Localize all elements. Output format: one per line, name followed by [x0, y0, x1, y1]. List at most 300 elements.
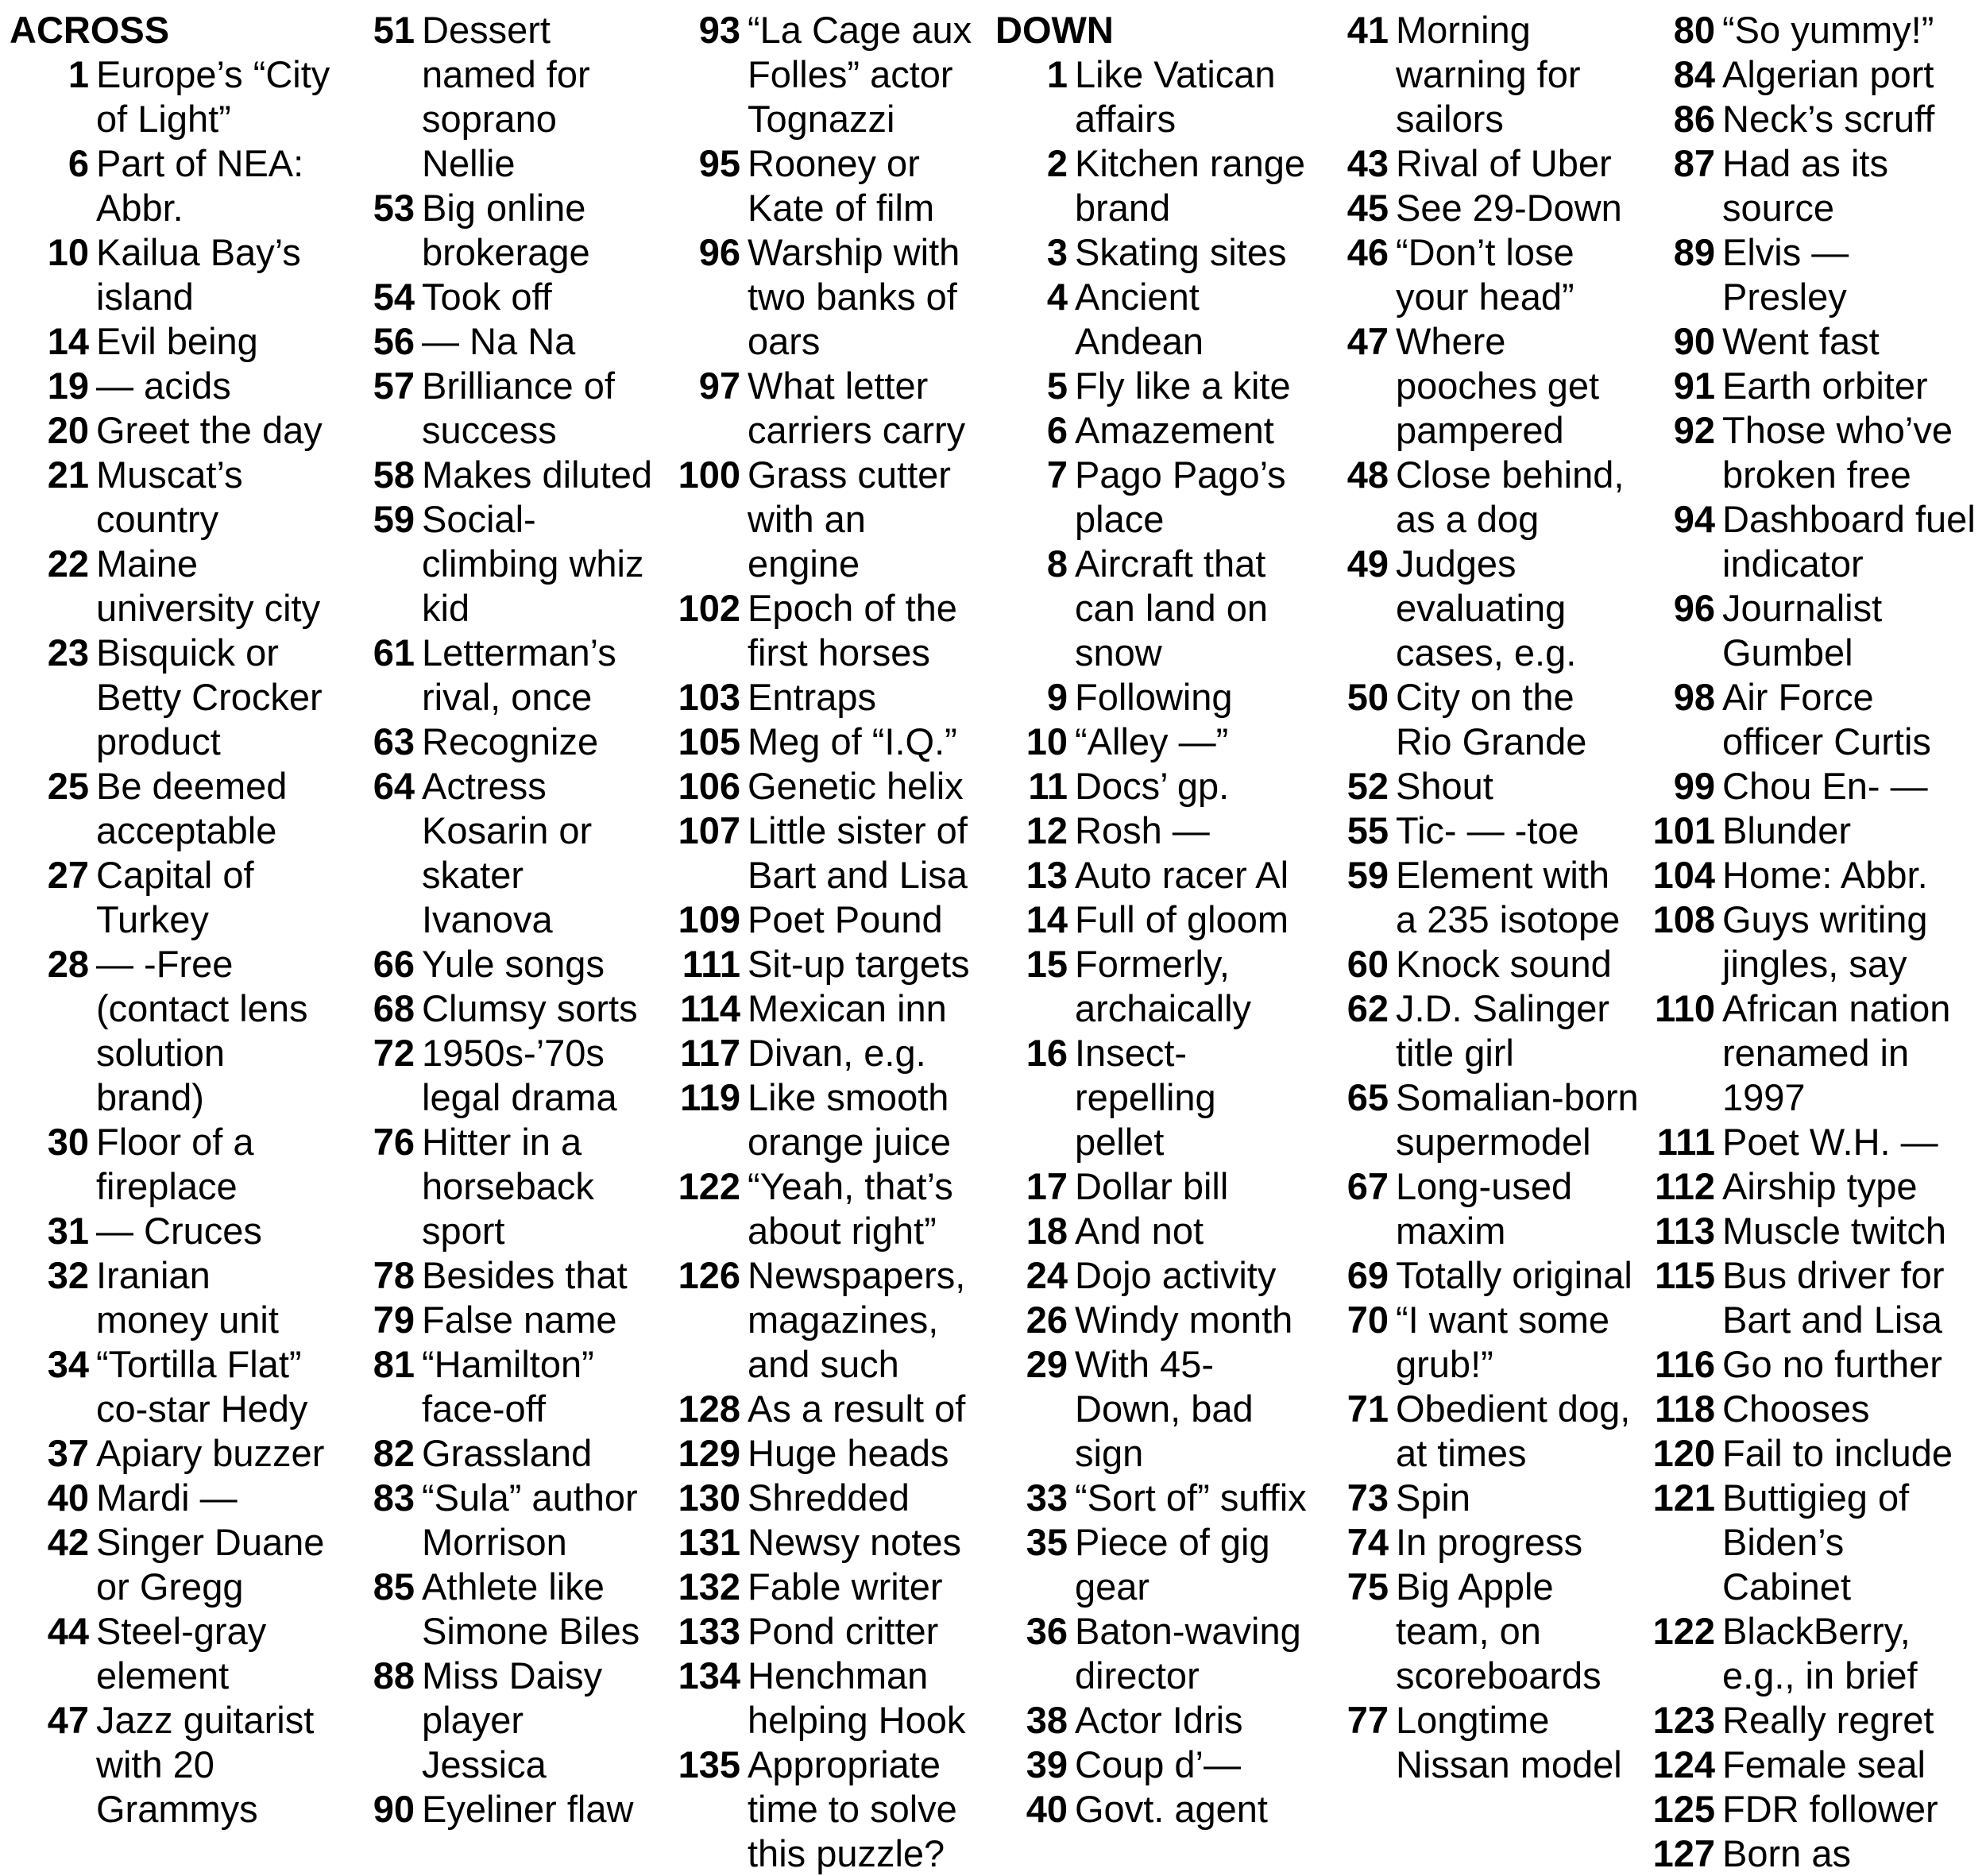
- clue-number: 56: [373, 320, 415, 362]
- clue-item: [666, 942, 987, 986]
- clue-item: [10, 52, 331, 141]
- clue-text: Rival of Uber: [1396, 142, 1612, 184]
- clue-item: [995, 1342, 1313, 1476]
- clue-item: [10, 453, 331, 542]
- clue-item: [995, 230, 1313, 275]
- clue-text: Buttigieg of Biden’s Cabinet: [1722, 1476, 1910, 1608]
- across-heading: ACROSS: [10, 9, 170, 51]
- clue-item: [343, 1253, 658, 1298]
- across-column-3: [666, 8, 987, 1876]
- clue-item: [666, 8, 987, 141]
- clue-item: [995, 542, 1313, 675]
- clue-text: Coup d’—: [1075, 1743, 1241, 1785]
- clue-number: 16: [1026, 1032, 1068, 1074]
- clue-number: 14: [1026, 898, 1068, 940]
- clue-item: [1647, 1342, 1980, 1387]
- clue-item: [1321, 1387, 1639, 1476]
- clue-number: 75: [1347, 1565, 1389, 1608]
- clue-number: 90: [373, 1788, 415, 1830]
- clue-item: [1647, 1743, 1980, 1787]
- clue-text: Pago Pago’s place: [1075, 454, 1286, 540]
- down-column-2: [1321, 8, 1639, 1787]
- clue-text: “Sort of” suffix: [1075, 1476, 1307, 1519]
- clue-item: [666, 141, 987, 230]
- clue-text: Letterman’s rival, once: [422, 631, 616, 718]
- clue-text: Mardi —: [96, 1476, 238, 1519]
- clue-text: “Alley —”: [1075, 720, 1229, 762]
- clue-number: 59: [1347, 854, 1389, 896]
- clue-number: 67: [1347, 1165, 1389, 1207]
- clue-number: 76: [373, 1121, 415, 1163]
- clue-number: 116: [1655, 1343, 1715, 1385]
- clue-number: 9: [1046, 676, 1068, 718]
- clue-item: [1647, 586, 1980, 675]
- clue-number: 2: [1046, 142, 1068, 184]
- clue-item: [10, 1209, 331, 1253]
- clue-text: Those who’ve broken free: [1722, 409, 1953, 496]
- clue-number: 73: [1347, 1476, 1389, 1519]
- clue-item: [1321, 986, 1639, 1075]
- clue-item: [1647, 1609, 1980, 1698]
- clue-text: Floor of a fireplace: [96, 1121, 254, 1207]
- clue-number: 51: [373, 9, 415, 51]
- clue-item: [995, 1253, 1313, 1298]
- clue-number: 89: [1673, 231, 1715, 273]
- clue-text: Full of gloom: [1075, 898, 1289, 940]
- clue-item: [666, 720, 987, 764]
- clue-number: 84: [1673, 53, 1715, 95]
- clue-text: Baton-waving director: [1075, 1610, 1301, 1697]
- clue-item: [10, 631, 331, 764]
- clue-item: [995, 1298, 1313, 1342]
- clue-number: 122: [1652, 1610, 1715, 1652]
- clue-item: [1321, 853, 1639, 942]
- clue-text: Auto racer Al: [1075, 854, 1289, 896]
- clue-text: Iranian money unit: [96, 1254, 279, 1341]
- clue-item: [10, 764, 331, 853]
- clue-number: 1: [1046, 53, 1068, 95]
- clue-number: 14: [47, 320, 89, 362]
- clue-number: 31: [47, 1210, 89, 1252]
- clue-item: [1321, 1698, 1639, 1787]
- clue-item: [1647, 897, 1980, 986]
- clue-item: [1321, 1520, 1639, 1565]
- clue-item: [666, 1565, 987, 1609]
- clue-text: Born as: [1722, 1832, 1851, 1874]
- clue-item: [666, 1743, 987, 1876]
- clue-item: [666, 1164, 987, 1253]
- clue-item: [10, 1253, 331, 1342]
- clue-item: [1321, 675, 1639, 764]
- clue-item: [343, 8, 658, 186]
- clue-number: 42: [47, 1521, 89, 1563]
- clue-item: [343, 986, 658, 1031]
- clue-number: 69: [1347, 1254, 1389, 1296]
- clue-item: [666, 764, 987, 809]
- clue-number: 1: [68, 53, 89, 95]
- clue-number: 11: [1028, 765, 1068, 807]
- clue-text: Social-climbing whiz kid: [422, 498, 644, 629]
- clue-item: [343, 1342, 658, 1431]
- clue-item: [1647, 853, 1980, 897]
- clue-number: 61: [373, 631, 415, 674]
- clue-text: Fly like a kite: [1075, 365, 1291, 407]
- clue-text: As a result of: [748, 1388, 966, 1430]
- clue-text: Poet Pound: [748, 898, 943, 940]
- clue-number: 25: [47, 765, 89, 807]
- clue-number: 55: [1347, 809, 1389, 851]
- clue-item: [995, 1164, 1313, 1209]
- clue-item: [1647, 1787, 1980, 1832]
- clue-number: 124: [1652, 1743, 1715, 1785]
- clue-item: [1647, 1253, 1980, 1342]
- clue-text: City on the Rio Grande: [1396, 676, 1587, 762]
- clue-text: Had as its source: [1722, 142, 1888, 229]
- clue-text: Knock sound: [1396, 943, 1612, 985]
- clue-number: 103: [678, 676, 740, 718]
- clue-text: Europe’s “City of Light”: [96, 53, 330, 140]
- clue-text: Shout: [1396, 765, 1493, 807]
- clue-item: [666, 1031, 987, 1075]
- clue-text: “I want some grub!”: [1396, 1299, 1610, 1385]
- clue-text: Poet W.H. —: [1722, 1121, 1938, 1163]
- clue-item: [10, 942, 331, 1120]
- clue-item: [343, 720, 658, 764]
- clue-item: [666, 675, 987, 720]
- clue-item: [1321, 141, 1639, 186]
- clue-item: [10, 1609, 331, 1698]
- clue-number: 129: [678, 1432, 740, 1474]
- clue-number: 135: [678, 1743, 740, 1785]
- clue-item: [1321, 764, 1639, 809]
- clue-text: Appropriate time to solve this puzzle?: [748, 1743, 957, 1874]
- clue-text: Yule songs: [422, 943, 605, 985]
- clue-number: 131: [678, 1521, 740, 1563]
- clue-text: Close behind, as a dog: [1396, 454, 1625, 540]
- clue-text: Bus driver for Bart and Lisa: [1722, 1254, 1945, 1341]
- clue-number: 108: [1652, 898, 1715, 940]
- clue-item: [10, 1342, 331, 1431]
- clue-text: Rosh —: [1075, 809, 1210, 851]
- clue-text: Bisquick or Betty Crocker product: [96, 631, 323, 762]
- clue-item: [995, 853, 1313, 897]
- clue-item: [1321, 453, 1639, 542]
- clue-text: Makes diluted: [422, 454, 652, 496]
- clue-number: 74: [1347, 1521, 1389, 1563]
- clue-text: Eyeliner flaw: [422, 1788, 634, 1830]
- clue-item: [343, 1298, 658, 1342]
- clue-item: [995, 1698, 1313, 1743]
- clue-number: 70: [1347, 1299, 1389, 1341]
- clue-number: 122: [678, 1165, 740, 1207]
- clue-text: See 29-Down: [1396, 187, 1622, 229]
- clue-text: Windy month: [1075, 1299, 1293, 1341]
- clue-item: [995, 1743, 1313, 1787]
- clue-text: Like smooth orange juice: [748, 1076, 952, 1163]
- clue-number: 118: [1655, 1388, 1715, 1430]
- clue-number: 37: [47, 1432, 89, 1474]
- clue-item: [1647, 364, 1980, 408]
- clue-item: [666, 1520, 987, 1565]
- down-column-3: [1647, 8, 1980, 1876]
- down-heading: DOWN: [995, 9, 1114, 51]
- clue-number: 4: [1046, 276, 1068, 318]
- clue-text: Chou En- —: [1722, 765, 1928, 807]
- clue-number: 34: [47, 1343, 89, 1385]
- clue-number: 10: [1026, 720, 1068, 762]
- clue-number: 88: [373, 1654, 415, 1697]
- clue-text: BlackBerry, e.g., in brief: [1722, 1610, 1918, 1697]
- clue-text: Hitter in a horseback sport: [422, 1121, 594, 1252]
- clue-text: Recognize: [422, 720, 599, 762]
- clue-number: 79: [373, 1299, 415, 1341]
- clue-number: 104: [1652, 854, 1715, 896]
- clue-number: 41: [1347, 9, 1389, 51]
- clue-number: 50: [1347, 676, 1389, 718]
- clue-number: 24: [1026, 1254, 1068, 1296]
- clue-number: 72: [373, 1032, 415, 1074]
- clue-item: [343, 631, 658, 720]
- clue-number: 92: [1673, 409, 1715, 451]
- clue-item: [343, 275, 658, 319]
- clue-item: [1647, 1476, 1980, 1609]
- clue-item: [1321, 809, 1639, 853]
- clue-item: [1647, 986, 1980, 1120]
- clue-text: “So yummy!”: [1722, 9, 1934, 51]
- clue-item: [1321, 230, 1639, 319]
- clue-number: 78: [373, 1254, 415, 1296]
- clue-text: Somalian-born supermodel: [1396, 1076, 1639, 1163]
- clue-text: Insect-repelling pellet: [1075, 1032, 1216, 1163]
- clue-text: Maine university city: [96, 542, 321, 629]
- clue-number: 60: [1347, 943, 1389, 985]
- clue-number: 114: [680, 987, 740, 1029]
- clue-number: 53: [373, 187, 415, 229]
- clue-item: [1647, 1431, 1980, 1476]
- clue-number: 47: [1347, 320, 1389, 362]
- clue-item: [1647, 52, 1980, 97]
- clue-text: FDR follower: [1722, 1788, 1938, 1830]
- clue-item: [995, 1209, 1313, 1253]
- clue-item: [1321, 1476, 1639, 1520]
- clue-number: 23: [47, 631, 89, 674]
- clue-number: 85: [373, 1565, 415, 1608]
- clue-text: Go no further: [1722, 1343, 1942, 1385]
- clue-item: [666, 453, 987, 586]
- clue-number: 45: [1347, 187, 1389, 229]
- clue-item: [10, 1431, 331, 1476]
- clue-text: Long-used maxim: [1396, 1165, 1573, 1252]
- clue-number: 32: [47, 1254, 89, 1296]
- clue-number: 81: [373, 1343, 415, 1385]
- clue-text: — Na Na: [422, 320, 576, 362]
- clue-number: 6: [1046, 409, 1068, 451]
- clue-text: Dashboard fuel indicator: [1722, 498, 1976, 585]
- clue-item: [666, 230, 987, 364]
- clue-item: [343, 1787, 658, 1832]
- clue-text: Singer Duane or Gregg: [96, 1521, 325, 1608]
- clue-number: 107: [678, 809, 740, 851]
- clue-text: Earth orbiter: [1722, 365, 1928, 407]
- clue-item: [666, 1387, 987, 1431]
- clue-number: 80: [1673, 9, 1715, 51]
- clue-text: Henchman helping Hook: [748, 1654, 966, 1741]
- clue-number: 48: [1347, 454, 1389, 496]
- clue-text: False name: [422, 1299, 617, 1341]
- clue-number: 62: [1347, 987, 1389, 1029]
- clue-item: [995, 1520, 1313, 1609]
- clue-text: — -Free (contact lens solution brand): [96, 943, 308, 1118]
- clue-text: Where pooches get pampered: [1396, 320, 1600, 451]
- clue-text: Ancient Andean: [1075, 276, 1204, 362]
- clue-text: Rooney or Kate of film: [748, 142, 935, 229]
- clue-item: [666, 1476, 987, 1520]
- clue-number: 66: [373, 943, 415, 985]
- clue-number: 46: [1347, 231, 1389, 273]
- clue-number: 29: [1026, 1343, 1068, 1385]
- clue-number: 83: [373, 1476, 415, 1519]
- clue-text: Docs’ gp.: [1075, 765, 1230, 807]
- clue-text: “Yeah, that’s about right”: [748, 1165, 953, 1252]
- clue-item: [10, 141, 331, 230]
- clue-text: Grass cutter with an engine: [748, 454, 951, 585]
- clue-text: What letter carriers carry: [748, 365, 966, 451]
- clue-number: 119: [680, 1076, 740, 1118]
- clue-item: [1321, 1298, 1639, 1387]
- clue-item: [10, 319, 331, 364]
- clue-item: [343, 1565, 658, 1654]
- clue-item: [343, 1120, 658, 1253]
- clue-text: Mexican inn: [748, 987, 947, 1029]
- clue-number: 86: [1673, 98, 1715, 140]
- clue-text: Home: Abbr.: [1722, 854, 1928, 896]
- clue-item: [666, 897, 987, 942]
- clue-text: Following: [1075, 676, 1233, 718]
- clue-item: [10, 364, 331, 408]
- clue-number: 134: [678, 1654, 740, 1697]
- clue-item: [343, 1431, 658, 1476]
- clue-number: 71: [1347, 1388, 1389, 1430]
- clue-text: Epoch of the first horses: [748, 587, 957, 674]
- clue-item: [10, 542, 331, 631]
- clue-number: 125: [1652, 1788, 1715, 1830]
- clue-text: In progress: [1396, 1521, 1583, 1563]
- clue-text: Apiary buzzer: [96, 1432, 325, 1474]
- clue-number: 35: [1026, 1521, 1068, 1563]
- clue-number: 40: [1026, 1788, 1068, 1830]
- clue-item: [1647, 1164, 1980, 1209]
- clue-item: [666, 809, 987, 897]
- clue-text: Big online brokerage: [422, 187, 590, 273]
- clue-item: [1647, 1120, 1980, 1164]
- clue-item: [1647, 1209, 1980, 1253]
- clue-number: 6: [68, 142, 89, 184]
- clue-item: [1647, 675, 1980, 764]
- clue-text: “La Cage aux Folles” actor Tognazzi: [748, 9, 972, 140]
- clue-number: 7: [1046, 454, 1068, 496]
- clue-number: 132: [678, 1565, 740, 1608]
- clue-item: [10, 1698, 331, 1832]
- clue-item: [666, 1075, 987, 1164]
- clue-item: [1321, 1164, 1639, 1253]
- clue-number: 3: [1046, 231, 1068, 273]
- clue-text: Amazement: [1075, 409, 1274, 451]
- clue-text: Steel-gray element: [96, 1610, 267, 1697]
- clue-number: 12: [1026, 809, 1068, 851]
- clue-text: Chooses: [1722, 1388, 1870, 1430]
- clue-text: African nation renamed in 1997: [1722, 987, 1951, 1118]
- clue-text: Guys writing jingles, say: [1722, 898, 1928, 985]
- clue-item: [343, 1476, 658, 1565]
- clue-number: 95: [698, 142, 740, 184]
- clue-number: 121: [1652, 1476, 1715, 1519]
- clue-number: 126: [678, 1254, 740, 1296]
- down-column-1: [995, 8, 1313, 1832]
- clue-text: Jazz guitarist with 20 Grammys: [96, 1699, 315, 1830]
- clue-text: Newsy notes: [748, 1521, 962, 1563]
- clue-text: Obedient dog, at times: [1396, 1388, 1631, 1474]
- clue-number: 28: [47, 943, 89, 985]
- clue-item: [1321, 1565, 1639, 1698]
- clue-number: 120: [1652, 1432, 1715, 1474]
- clue-text: Shredded: [748, 1476, 910, 1519]
- clue-number: 98: [1673, 676, 1715, 718]
- clue-text: “Tortilla Flat” co-star Hedy: [96, 1343, 308, 1430]
- clue-text: Greet the day: [96, 409, 323, 451]
- clue-item: [995, 453, 1313, 542]
- clue-text: Kailua Bay’s island: [96, 231, 301, 318]
- clue-text: Totally original: [1396, 1254, 1632, 1296]
- clue-text: Miss Daisy player Jessica: [422, 1654, 603, 1785]
- clue-number: 8: [1046, 542, 1068, 585]
- clue-number: 17: [1026, 1165, 1068, 1207]
- clue-item: [995, 764, 1313, 809]
- clue-text: Journalist Gumbel: [1722, 587, 1883, 674]
- clue-number: 30: [47, 1121, 89, 1163]
- clue-number: 19: [47, 365, 89, 407]
- clue-item: [666, 1609, 987, 1654]
- clue-item: [995, 408, 1313, 453]
- clue-text: Neck’s scruff: [1722, 98, 1935, 140]
- clue-item: [1647, 408, 1980, 497]
- clue-number: 112: [1655, 1165, 1715, 1207]
- clue-item: [995, 720, 1313, 764]
- clue-item: [343, 319, 658, 364]
- clue-item: [666, 1654, 987, 1743]
- clue-number: 123: [1652, 1699, 1715, 1741]
- clue-item: [1647, 319, 1980, 364]
- clue-number: 38: [1026, 1699, 1068, 1741]
- clue-number: 128: [678, 1388, 740, 1430]
- clue-text: Female seal: [1722, 1743, 1926, 1785]
- clue-number: 27: [47, 854, 89, 896]
- clue-text: Kitchen range brand: [1075, 142, 1306, 229]
- clue-item: [995, 52, 1313, 141]
- clue-item: [1321, 8, 1639, 141]
- clue-number: 39: [1026, 1743, 1068, 1785]
- clue-text: Muscat’s country: [96, 454, 243, 540]
- clue-number: 43: [1347, 142, 1389, 184]
- clue-text: Airship type: [1722, 1165, 1918, 1207]
- clue-item: [995, 942, 1313, 1031]
- clue-text: Blunder: [1722, 809, 1851, 851]
- clue-text: Longtime Nissan model: [1396, 1699, 1622, 1785]
- clue-text: “Don’t lose your head”: [1396, 231, 1575, 318]
- clue-number: 26: [1026, 1299, 1068, 1341]
- clue-item: [10, 1520, 331, 1609]
- clue-number: 58: [373, 454, 415, 496]
- clue-number: 33: [1026, 1476, 1068, 1519]
